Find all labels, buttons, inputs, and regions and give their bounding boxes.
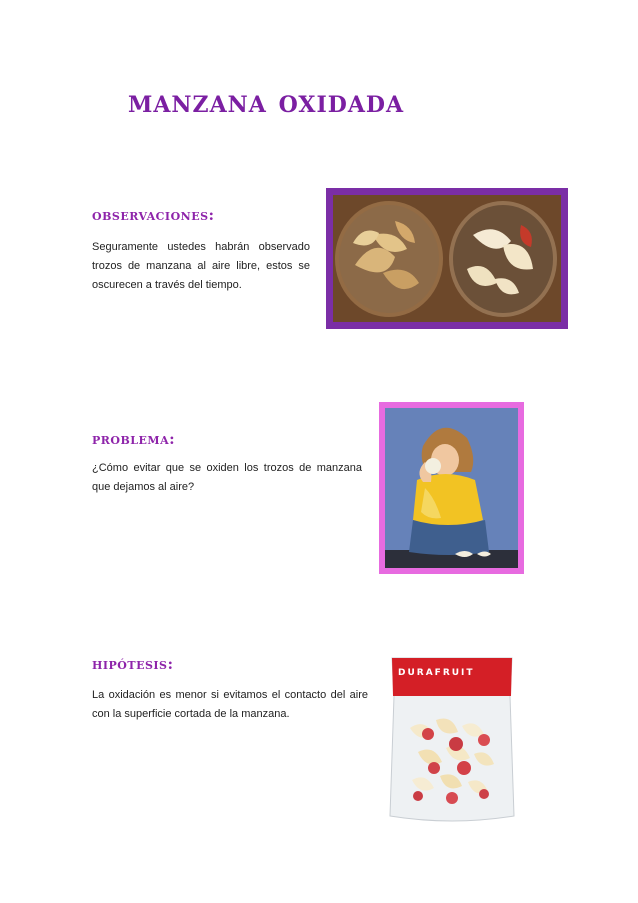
section-heading-hipotesis: hipótesis: <box>92 655 174 673</box>
page-title: manzana oxidada <box>128 84 405 120</box>
girl-eating-apple-photo <box>379 402 524 574</box>
packaged-apple-slices-photo <box>388 656 516 824</box>
section-text-problema: ¿Cómo evitar que se oxiden los trozos de manzana que dejamos al aire? <box>92 462 362 493</box>
brand-label: DURAFRUIT <box>398 668 475 678</box>
section-text-hipotesis: La oxidación es menor si evitamos el contacto del aire con la superficie cortada de la manzana. <box>92 689 368 720</box>
section-heading-observaciones: observaciones: <box>92 206 215 224</box>
apple-bowls-photo <box>326 188 568 329</box>
section-text-observaciones: Seguramente ustedes habrán observado trozos de manzana al aire libre, estos se oscurecen a través del tiempo. <box>92 241 310 291</box>
section-heading-problema: problema: <box>92 430 176 448</box>
